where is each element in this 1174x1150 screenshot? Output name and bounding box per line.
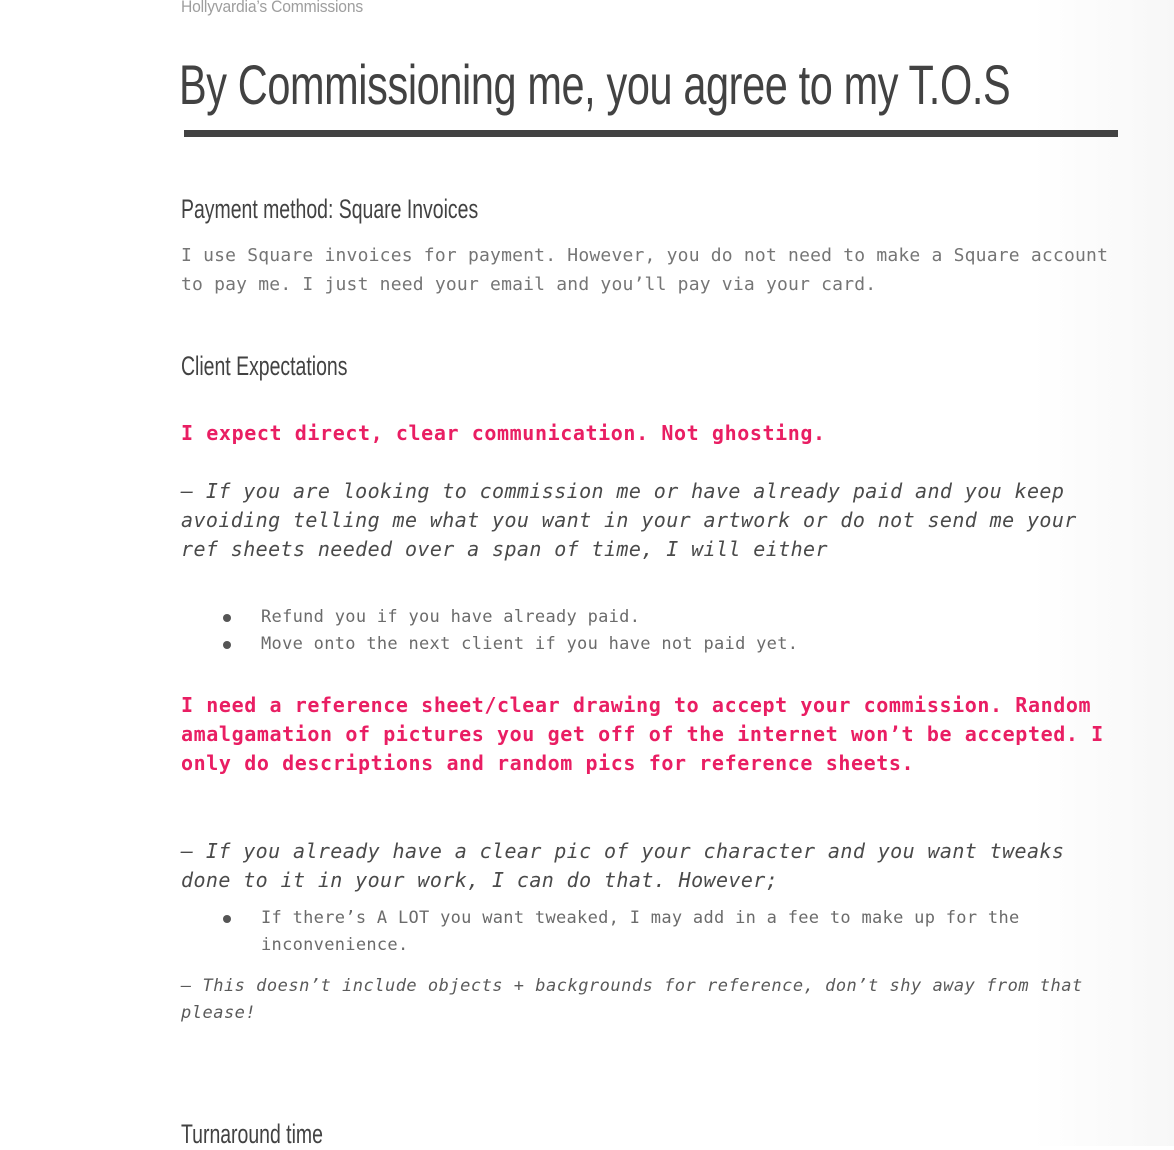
list-item-text: Move onto the next client if you have not paid yet. <box>261 634 799 654</box>
list-item <box>221 631 1111 658</box>
list-item-text: If there’s A LOT you want tweaked, I may add in a fee to make up for the inconvenience. <box>261 908 1020 955</box>
note-objects-backgrounds: — This doesn’t include objects + backgrounds for reference, don’t shy away from that please! <box>181 976 1083 1023</box>
refund-options-list <box>221 604 1111 658</box>
page-title: By Commissioning me, you agree to my T.O.S <box>179 53 1011 116</box>
payment-description: I use Square invoices for payment. However, you do not need to make a Square account to pay me. I just need your email and you’ll pay via your card. <box>181 245 1109 295</box>
paragraph-tweaks-policy: — If you already have a clear pic of your character and you want tweaks done to it in your work, I can do that. However; <box>181 839 1065 892</box>
tweaks-fee-list <box>221 905 1111 959</box>
section-heading-payment: Payment method: Square Invoices <box>181 194 479 224</box>
list-item <box>221 604 1111 631</box>
list-item-text: Refund you if you have already paid. <box>261 607 641 627</box>
bullet-icon <box>223 915 231 923</box>
title-divider <box>184 130 1118 137</box>
bullet-icon <box>223 641 231 649</box>
callout-communication: I expect direct, clear communication. Not ghosting. <box>181 421 826 445</box>
section-heading-turnaround: Turnaround time <box>181 1119 323 1149</box>
bullet-icon <box>223 614 231 622</box>
list-item <box>221 905 1111 959</box>
document-header: Hollyvardia’s Commissions <box>181 0 363 16</box>
section-heading-client-expectations: Client Expectations <box>181 351 348 381</box>
callout-reference-sheet: I need a reference sheet/clear drawing to accept your commission. Random amalgamation of pictures you get off of the internet won’t be accepted. I only do descriptions and random pics for reference sheets. <box>181 693 1104 775</box>
paragraph-ghosting-policy: — If you are looking to commission me or have already paid and you keep avoiding telling me what you want in your artwork or do not send me your ref sheets needed over a span of time, I will either <box>181 479 1077 561</box>
